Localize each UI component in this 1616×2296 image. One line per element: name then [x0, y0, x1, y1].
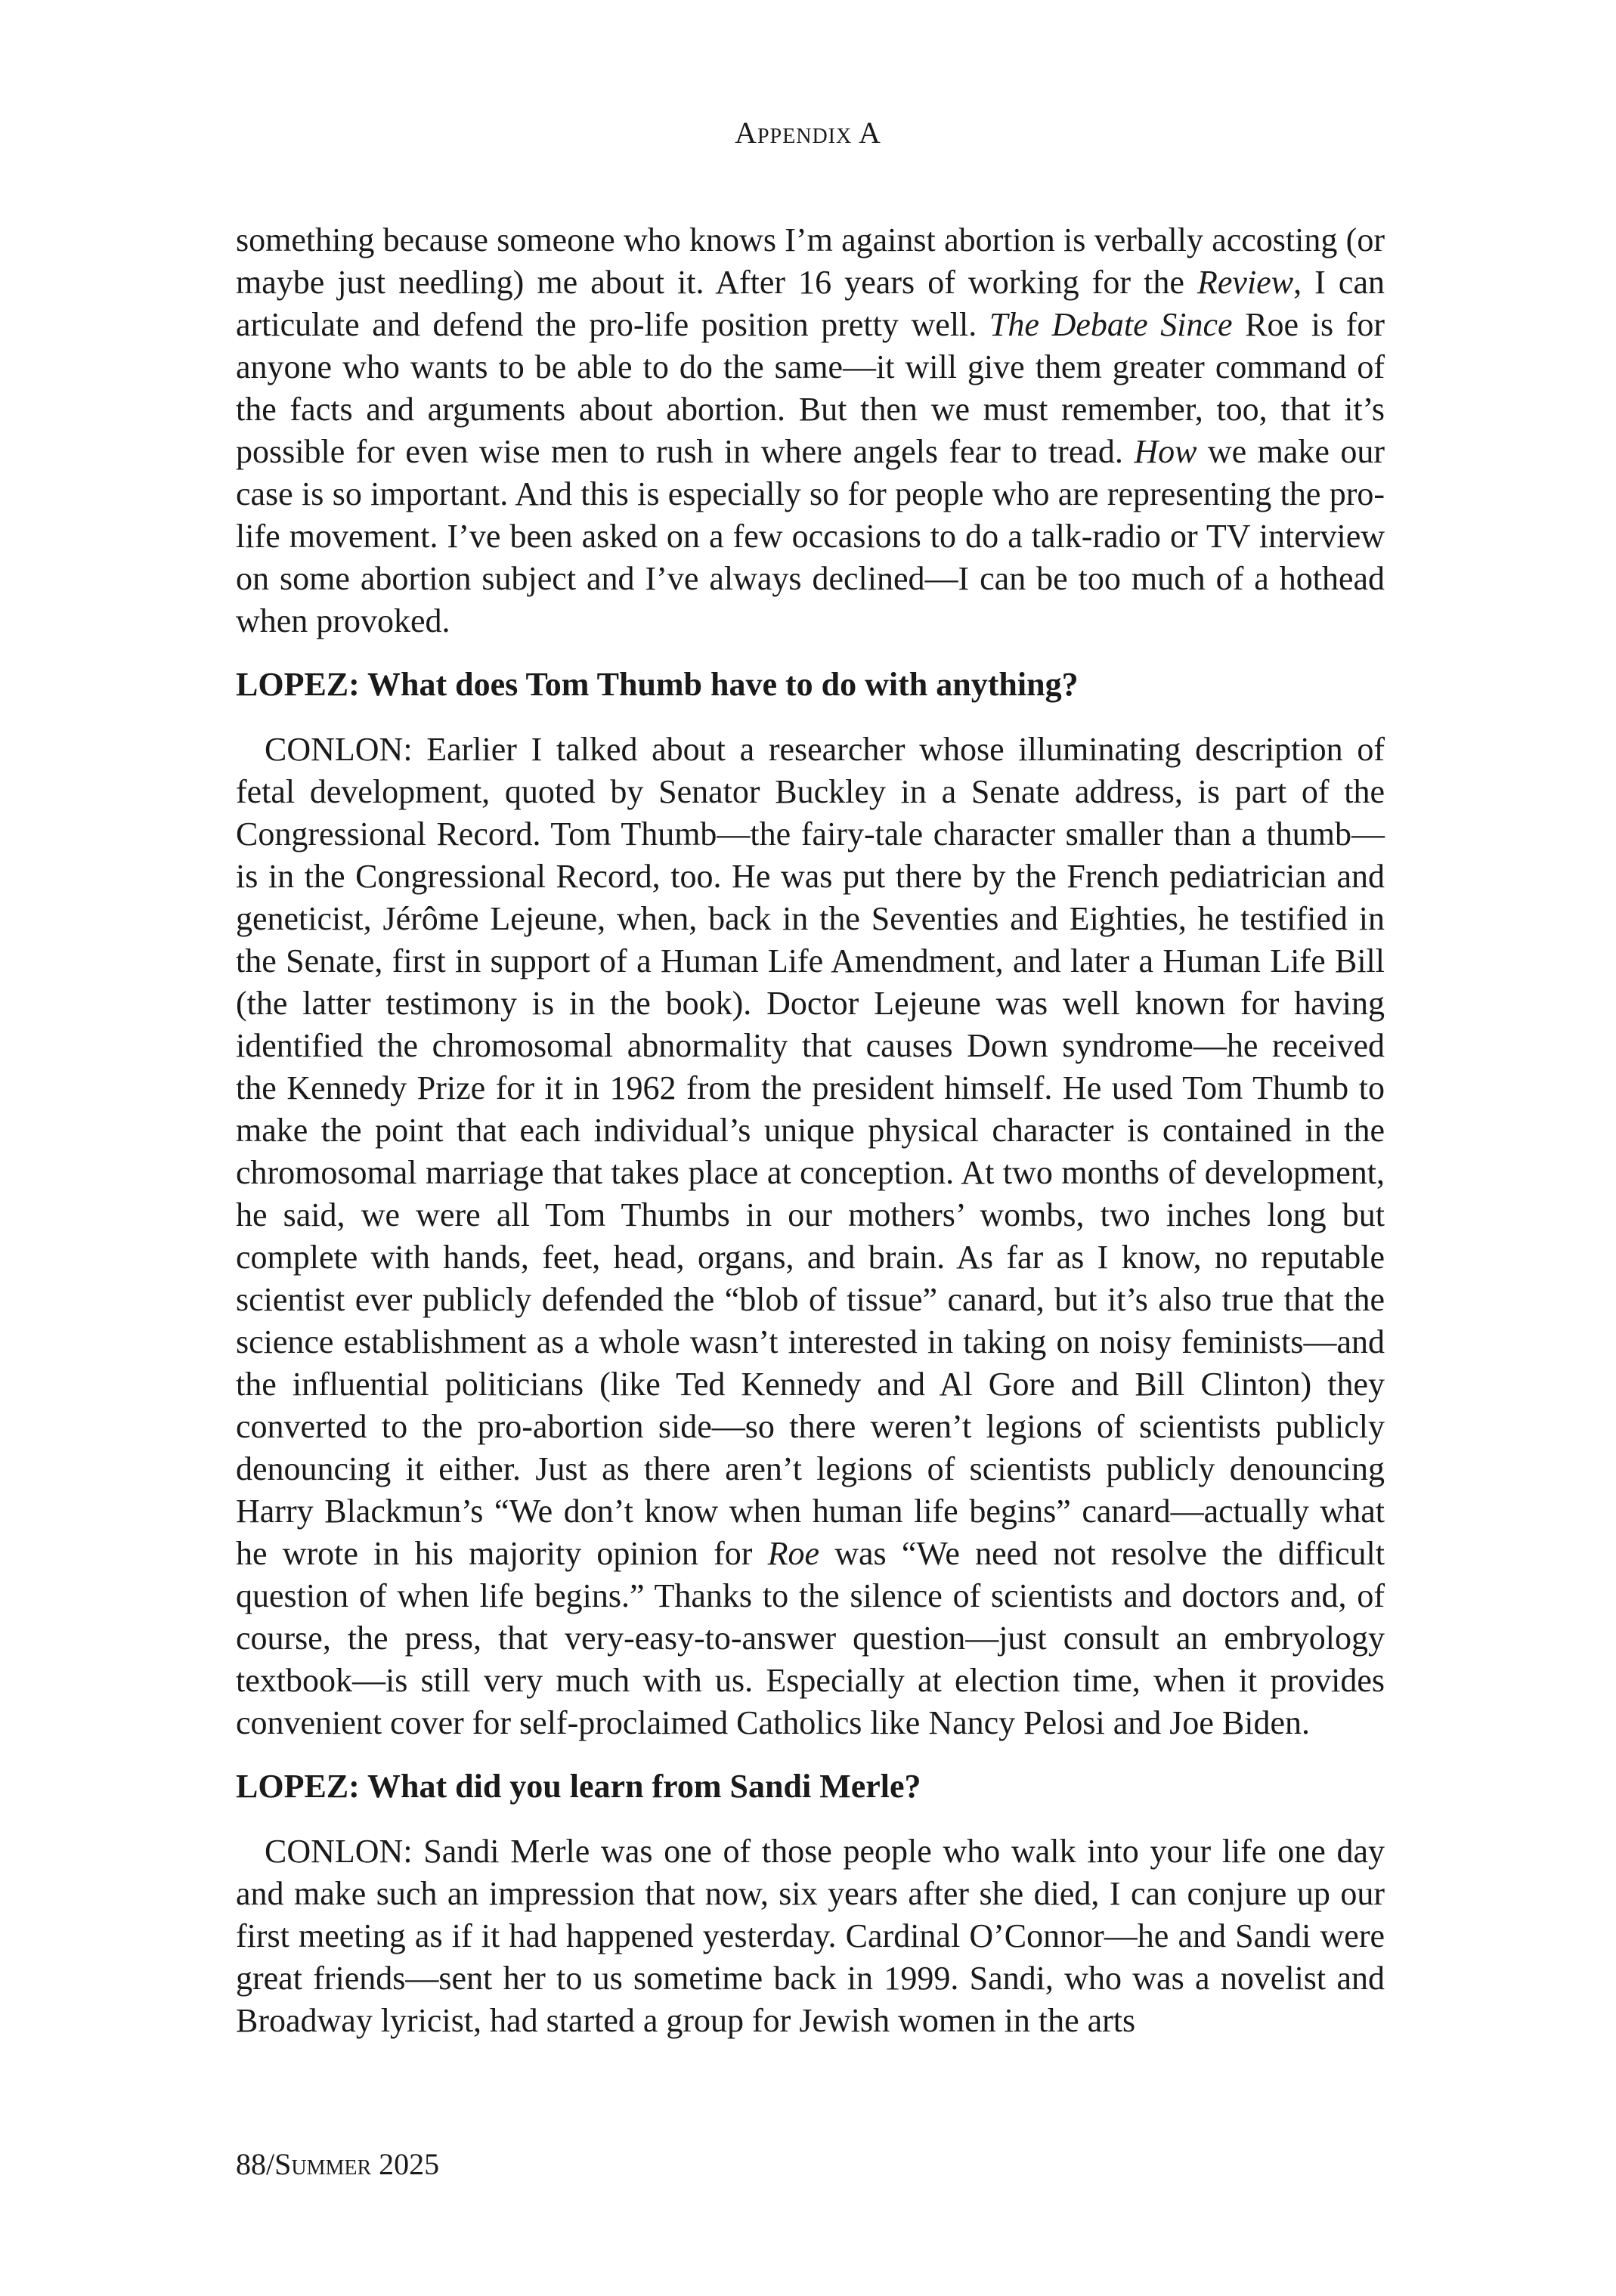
article-body — [236, 219, 1385, 2042]
running-head: Appendix A — [735, 116, 881, 150]
italic-text-run: Review — [1197, 264, 1294, 301]
page-folio: 88/Summer 2025 — [236, 2147, 440, 2181]
body-paragraph — [236, 1830, 1385, 2042]
italic-text-run: The Debate Since — [989, 306, 1246, 343]
text-run: , I can articulate and defend the pro-life position pretty well. — [236, 264, 1385, 343]
italic-text-run: Roe — [767, 1535, 819, 1572]
text-run: CONLON: Sandi Merle was one of those people who walk into your life one day and make such an impression that now, six years after she died, I can conjure up our first meeting as if it had happened yesterday. Cardinal O’Connor—he and Sandi were great friends—sent her to us sometime back in 1999. Sandi, who was a novelist and Broadway lyricist, had started a group for Jewish women in the arts — [236, 1833, 1385, 2039]
text-run: something because someone who knows I’m against abortion is verbally accosting (or maybe just needling) me about it. After 16 years of working for the — [236, 221, 1385, 301]
text-run: we make our case is so important. And this is especially so for people who are representing the pro-life movement. I’ve been asked on a few occasions to do a talk-radio or TV interview on some abortion subject and I’ve always declined—I can be too much of a hothead when provoked. — [236, 433, 1385, 639]
text-run: was “We need not resolve the difficult question of when life begins.” Thanks to the silence of scientists and doctors and, of course, the press, that very-easy-to-answer question—just consult an embryology textbook—is still very much with us. Especially at election time, when it provides convenient cover for self-proclaimed Catholics like Nancy Pelosi and Joe Biden. — [236, 1535, 1385, 1741]
interview-question: LOPEZ: What did you learn from Sandi Merle? — [236, 1768, 921, 1805]
body-paragraph — [236, 219, 1385, 642]
italic-text-run: How — [1134, 433, 1197, 470]
text-run: CONLON: Earlier I talked about a researcher whose illuminating description of fetal development, quoted by Senator Buckley in a Senate address, is part of the Congressional Record. Tom Thumb—the fairy-tale character smaller than a thumb—is in the Congressional Record, too. He was put there by the French pediatrician and geneticist, Jérôme Lejeune, when, back in the Seventies and Eighties, he testified in the Senate, first in support of a Human Life Amendment, and later a Human Life Bill (the latter testimony is in the book). Doctor Lejeune was well known for having identified the chromosomal abnormality that causes Down syndrome—he received the Kennedy Prize for it in 1962 from the president himself. He used Tom Thumb to make the point that each individual’s unique physical character is contained in the chromosomal marriage that takes place at conception. At two months of development, he said, we were all Tom Thumbs in our mothers’ wombs, two inches long but complete with hands, feet, head, organs, and brain. As far as I know, no reputable scientist ever publicly defended the “blob of tissue” canard, but it’s also true that the science establishment as a whole wasn’t interested in taking on noisy feminists—and the influential politicians (like Ted Kennedy and Al Gore and Bill Clinton) they converted to the pro-abortion side—so there weren’t legions of scientists publicly denouncing it either. Just as there aren’t legions of scientists publicly denouncing Harry Blackmun’s “We don’t know when human life begins” canard—actually what he wrote in his majority opinion for — [236, 731, 1385, 1572]
text-run: Roe is for anyone who wants to be able to do the same—it will give them greater command of the facts and arguments about abortion. But then we must remember, too, that it’s possible for even wise men to rush in where angels fear to tread. — [236, 306, 1385, 470]
interview-question: LOPEZ: What does Tom Thumb have to do with anything? — [236, 666, 1079, 703]
body-paragraph — [236, 729, 1385, 1744]
